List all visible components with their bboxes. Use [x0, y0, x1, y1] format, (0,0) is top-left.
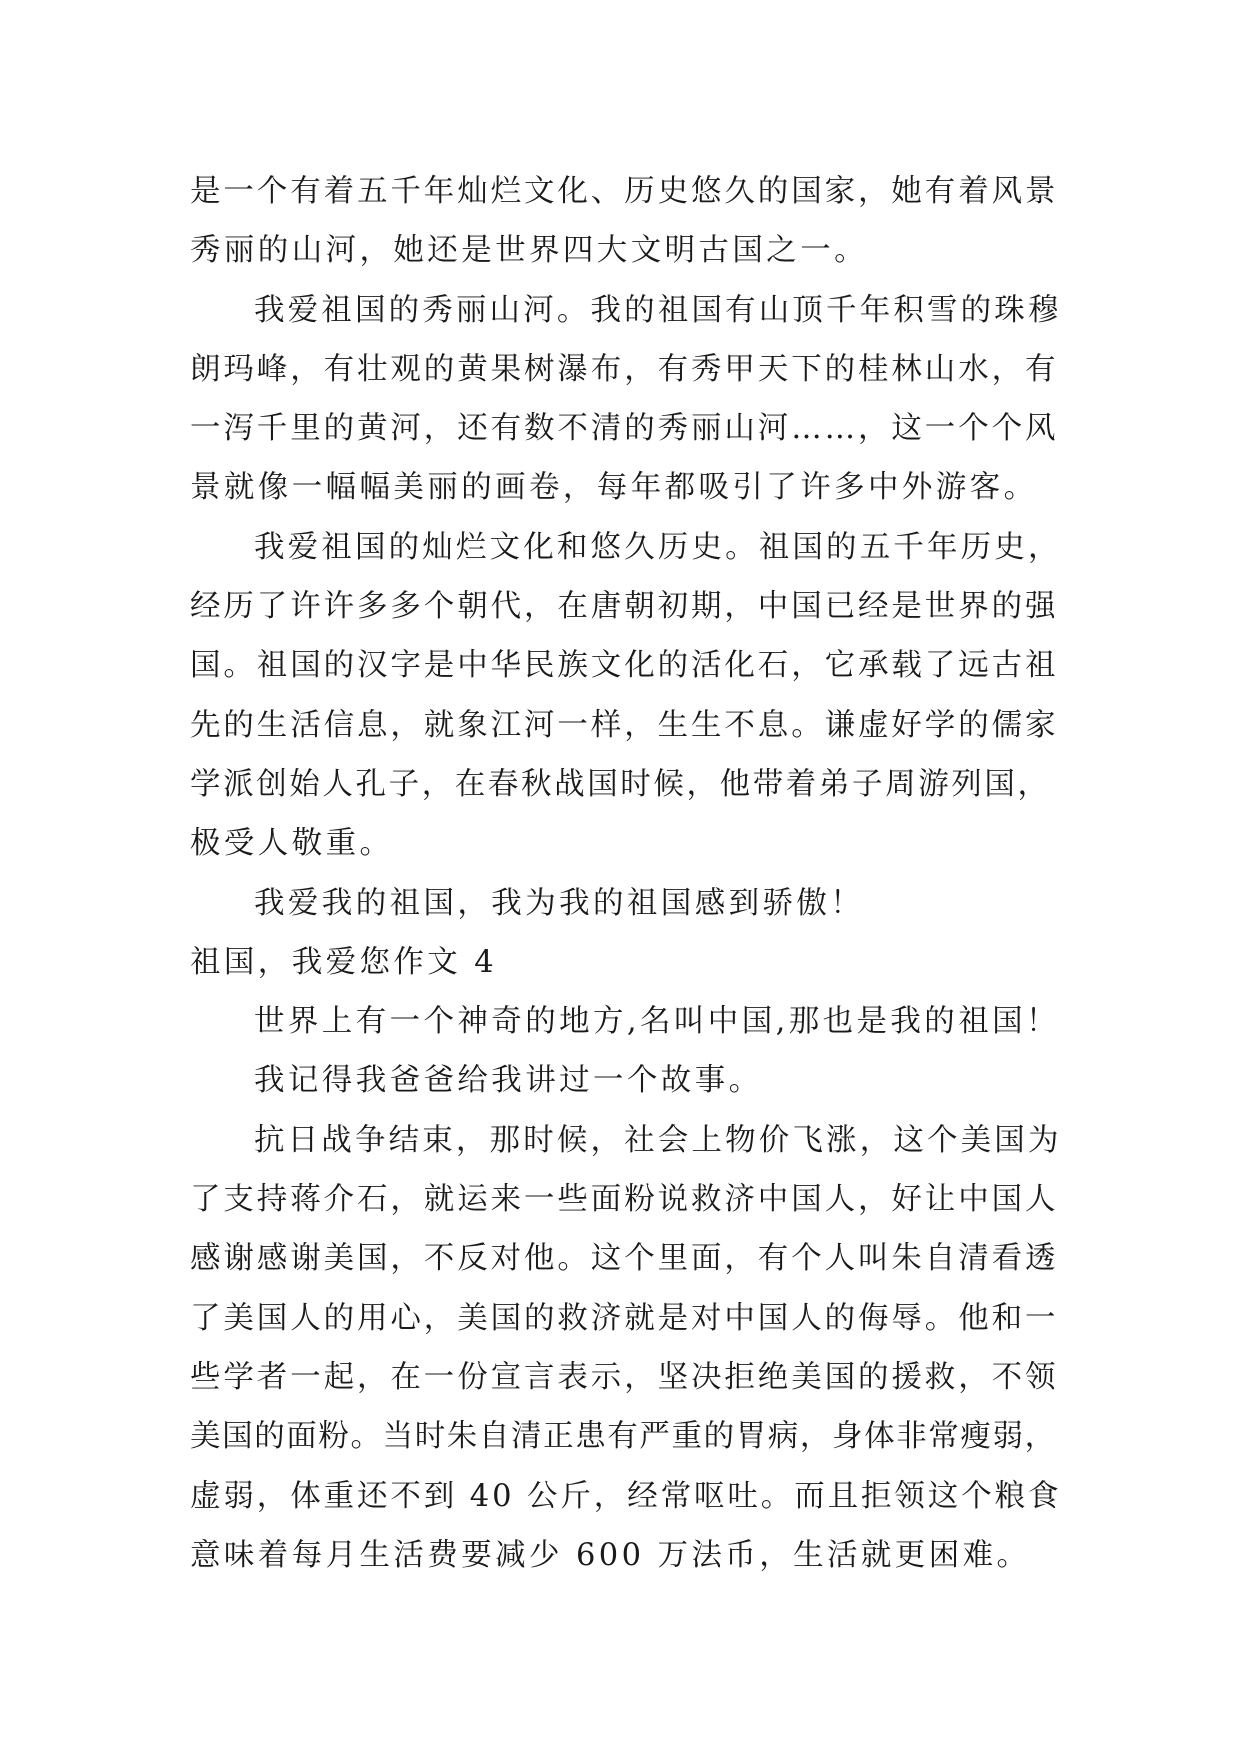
text-line: 了支持蒋介石，就运来一些面粉说救济中国人，好让中国人	[190, 1182, 1059, 1218]
text-line: 些学者一起，在一份宣言表示，坚决拒绝美国的援救，不领	[190, 1359, 1059, 1395]
section-heading: 祖国，我爱您作文 4	[190, 944, 498, 980]
text-line: 虚弱，体重还不到 40 公斤，经常呕吐。而且拒领这个粮食	[190, 1478, 1062, 1514]
text-line: 国。祖国的汉字是中华民族文化的活化石，它承载了远古祖	[190, 648, 1059, 684]
text-line: 我爱祖国的秀丽山河。我的祖国有山顶千年积雪的珠穆	[254, 292, 1062, 328]
text-line: 学派创始人孔子，在春秋战国时候，他带着弟子周游列国，	[190, 766, 1051, 802]
text-line: 极受人敬重。	[190, 826, 394, 862]
text-line: 美国的面粉。当时朱自清正患有严重的胃病，身体非常瘦弱，	[190, 1419, 1057, 1455]
text-line: 经历了许许多多个朝代，在唐朝初期，中国已经是世界的强	[190, 589, 1059, 625]
text-line: 朗玛峰，有壮观的黄果树瀑布，有秀甲天下的桂林山水，有	[190, 351, 1059, 387]
text-line: 了美国人的用心，美国的救济就是对中国人的侮辱。他和一	[190, 1300, 1059, 1336]
text-line: 抗日战争结束，那时候，社会上物价飞涨，这个美国为	[254, 1122, 1062, 1158]
text-line: 我记得我爸爸给我讲过一个故事。	[254, 1063, 763, 1099]
document-body	[190, 162, 1062, 1585]
text-line: 秀丽的山河，她还是世界四大文明古国之一。	[190, 233, 868, 269]
text-line: 先的生活信息，就象江河一样，生生不息。谦虚好学的儒家	[190, 707, 1059, 743]
text-line: 感谢感谢美国，不反对他。这个里面，有个人叫朱自清看透	[190, 1241, 1059, 1277]
text-line: 意味着每月生活费要减少 600 万法币，生活就更困难。	[190, 1537, 1031, 1573]
text-line: 一泻千里的黄河，还有数不清的秀丽山河……，这一个个风	[190, 411, 1059, 447]
text-line: 我爱我的祖国，我为我的祖国感到骄傲！	[254, 885, 865, 921]
text-line: 我爱祖国的灿烂文化和悠久历史。祖国的五千年历史，	[254, 529, 1062, 565]
text-line: 景就像一幅幅美丽的画卷，每年都吸引了许多中外游客。	[190, 470, 1038, 506]
text-line: 世界上有一个神奇的地方,名叫中国,那也是我的祖国！	[254, 1004, 1060, 1040]
text-line: 是一个有着五千年灿烂文化、历史悠久的国家，她有着风景	[190, 174, 1059, 209]
